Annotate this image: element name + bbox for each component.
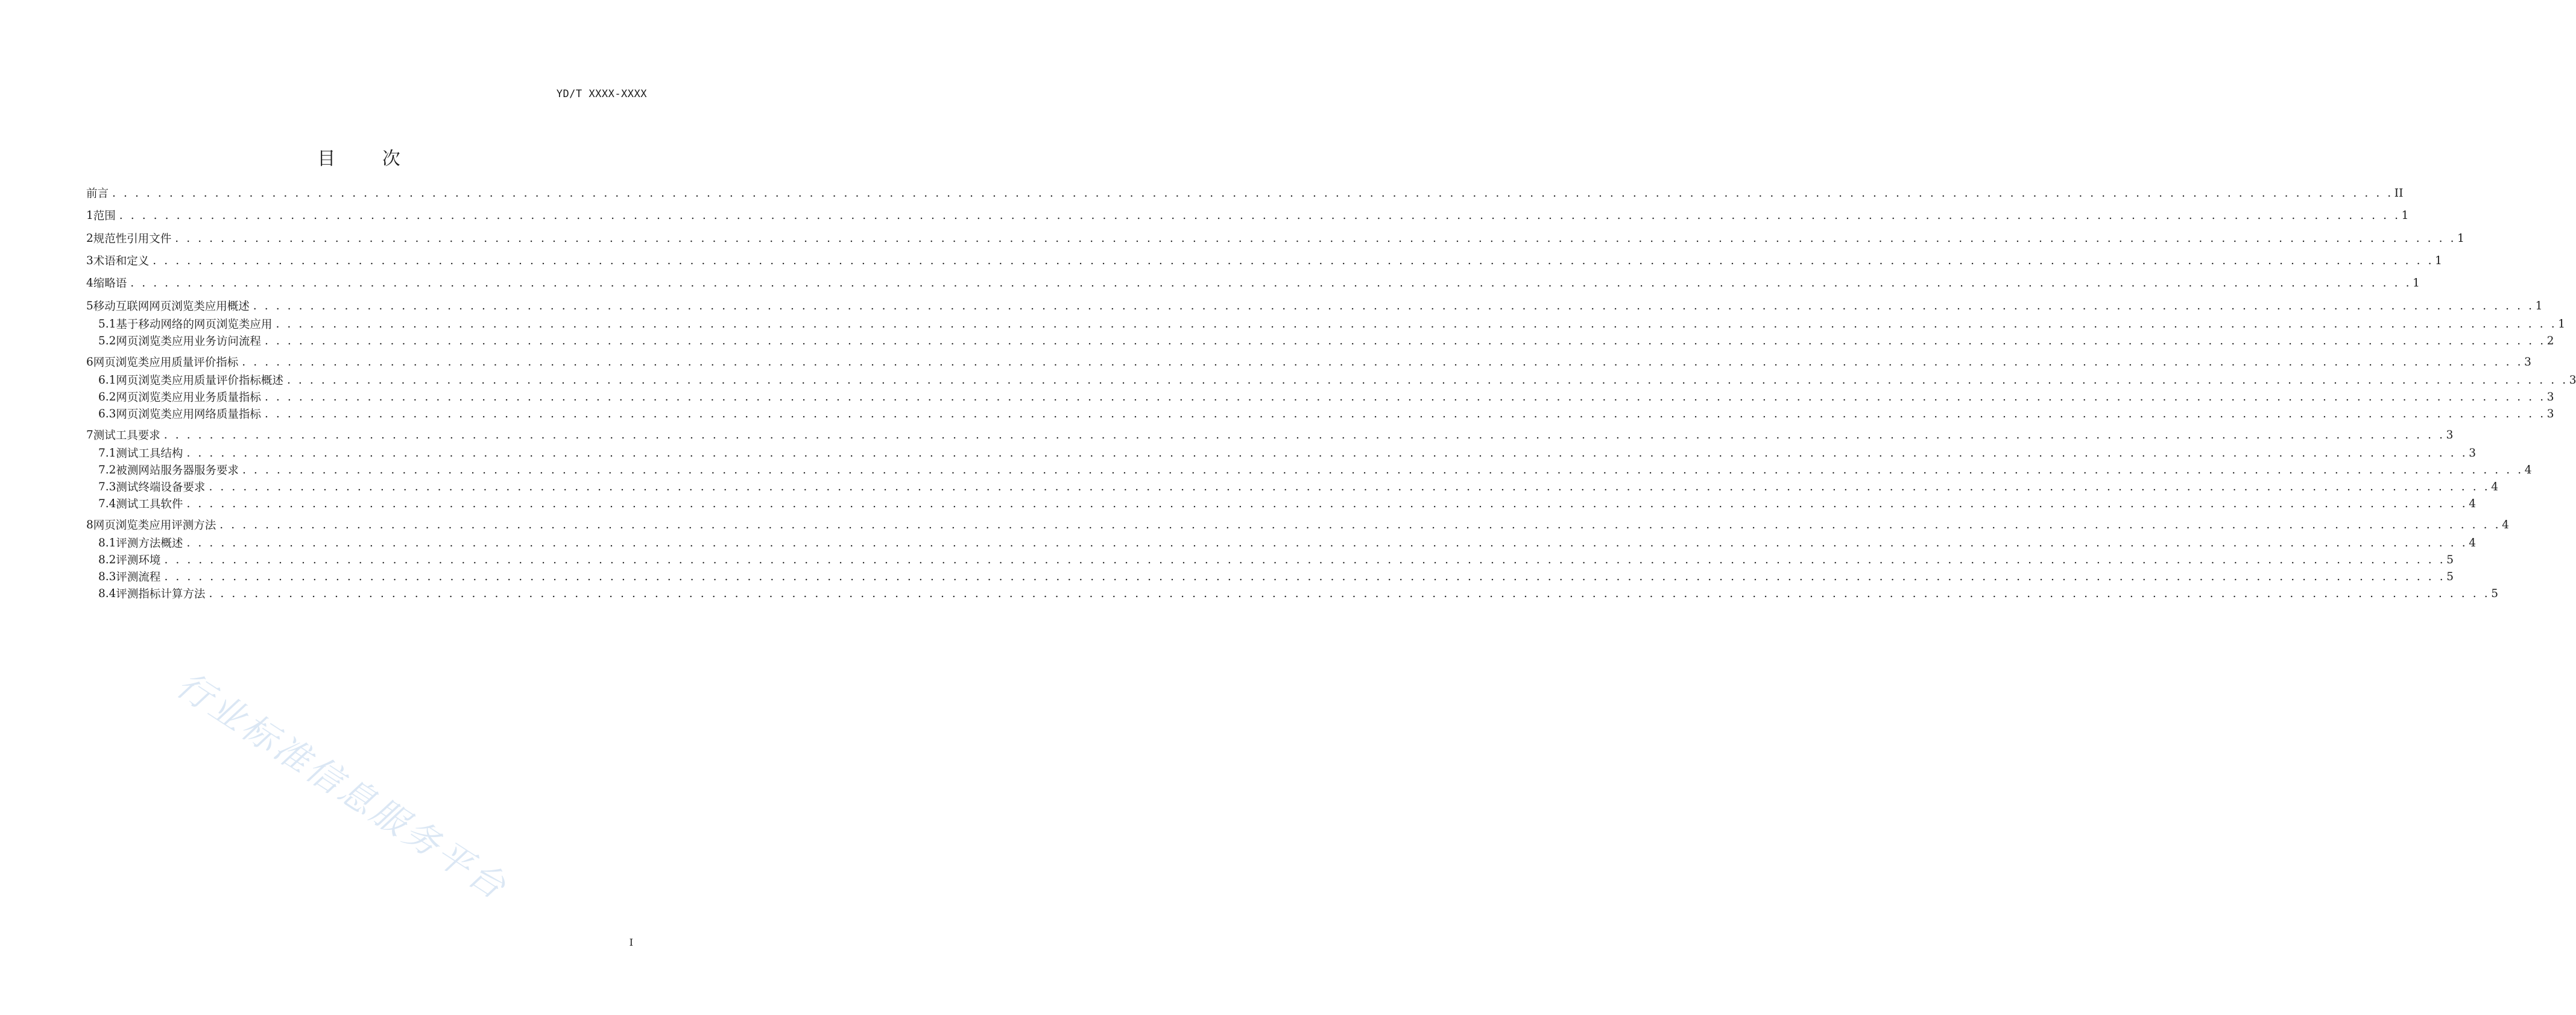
toc-entry[interactable]: [86, 275, 2420, 291]
toc-leader-dots: . . . . . . . . . . . . . . . . . . . . . . . . . . . . . . . . . . . . . . . . . . . . . . . . . . . . . . . . . . . . . . . . . . . . . . . . . . . . . . . . . . . . . . . . . . . . . . . . . . . . . . . . . . . . . . . . . . . . . . . . . . . . . . . . . . . . . . . . . . . . . . . . . . . . . . . . . . . . . . . . . . . . . . . . . . . . . . . . . . . . . . . . . . . . . . . . . . . . . . . .: [242, 355, 2524, 368]
toc-entry-page: 5: [2491, 587, 2498, 600]
document-code: YD/T XXXX-XXXX: [556, 88, 647, 100]
toc-leader-dots: . . . . . . . . . . . . . . . . . . . . . . . . . . . . . . . . . . . . . . . . . . . . . . . . . . . . . . . . . . . . . . . . . . . . . . . . . . . . . . . . . . . . . . . . . . . . . . . . . . . . . . . . . . . . . . . . . . . . . . . . . . . . . . . . . . . . . . . . . . . . . . . . . . . . . . . . . . . . . . . . . . . . . . . . . . . . . . . . . . . . . . . . . . . . . . . . . . . . . . . .: [153, 254, 2434, 267]
toc-entry-number: 8.4: [98, 587, 116, 600]
toc-entry-page: 3: [2446, 428, 2454, 441]
toc-entry[interactable]: [86, 517, 2509, 533]
watermark: 行业标准信息服务平台: [169, 663, 516, 909]
toc-entry-page: 4: [2491, 480, 2498, 493]
toc-entry-page: 1: [2435, 254, 2442, 267]
toc-entry-number: 8.3: [98, 570, 116, 583]
toc-entry-page: II: [2394, 186, 2404, 200]
toc-entry-number: 5.1: [98, 317, 116, 330]
toc-leader-dots: . . . . . . . . . . . . . . . . . . . . . . . . . . . . . . . . . . . . . . . . . . . . . . . . . . . . . . . . . . . . . . . . . . . . . . . . . . . . . . . . . . . . . . . . . . . . . . . . . . . . . . . . . . . . . . . . . . . . . . . . . . . . . . . . . . . . . . . . . . . . . . . . . . . . . . . . . . . . . . . . . . . . . . . . . . . . . . . . . . . . . . . . . . . . . . . . . . . . . . . .: [175, 232, 2457, 245]
toc-leader-dots: . . . . . . . . . . . . . . . . . . . . . . . . . . . . . . . . . . . . . . . . . . . . . . . . . . . . . . . . . . . . . . . . . . . . . . . . . . . . . . . . . . . . . . . . . . . . . . . . . . . . . . . . . . . . . . . . . . . . . . . . . . . . . . . . . . . . . . . . . . . . . . . . . . . . . . . . . . . . . . . . . . . . . . . . . . . . . . . . . . . . . . . . . . . . . . . . . . . . . . . .: [264, 407, 2546, 420]
toc-entry-number: 5: [86, 299, 93, 312]
toc-entry[interactable]: [98, 406, 2554, 422]
toc-entry-label: 被测网站服务器服务要求: [116, 464, 239, 477]
toc-entry-label: 术语和定义: [93, 255, 150, 268]
toc-entry-page: 3: [2524, 355, 2531, 368]
toc-leader-dots: . . . . . . . . . . . . . . . . . . . . . . . . . . . . . . . . . . . . . . . . . . . . . . . . . . . . . . . . . . . . . . . . . . . . . . . . . . . . . . . . . . . . . . . . . . . . . . . . . . . . . . . . . . . . . . . . . . . . . . . . . . . . . . . . . . . . . . . . . . . . . . . . . . . . . . . . . . . . . . . . . . . . . . . . . . . . . . . . . . . . . . . . . . . . . . . . . . . . . . . .: [112, 186, 2393, 200]
toc-entry[interactable]: [86, 298, 2543, 314]
toc-entry-label: 评测环境: [116, 554, 161, 567]
page-number: I: [629, 937, 633, 948]
toc-leader-dots: . . . . . . . . . . . . . . . . . . . . . . . . . . . . . . . . . . . . . . . . . . . . . . . . . . . . . . . . . . . . . . . . . . . . . . . . . . . . . . . . . . . . . . . . . . . . . . . . . . . . . . . . . . . . . . . . . . . . . . . . . . . . . . . . . . . . . . . . . . . . . . . . . . . . . . . . . . . . . . . . . . . . . . . . . . . . . . . . . . . . . . . . . . . . . . . . . . . . . . . .: [264, 390, 2546, 403]
toc-entry-page: 4: [2502, 518, 2509, 531]
toc-entry[interactable]: [86, 185, 2404, 201]
toc-entry-page: 4: [2524, 463, 2532, 476]
toc-entry-number: 7.2: [98, 463, 116, 476]
toc-entry-number: 3: [86, 254, 93, 267]
toc-leader-dots: . . . . . . . . . . . . . . . . . . . . . . . . . . . . . . . . . . . . . . . . . . . . . . . . . . . . . . . . . . . . . . . . . . . . . . . . . . . . . . . . . . . . . . . . . . . . . . . . . . . . . . . . . . . . . . . . . . . . . . . . . . . . . . . . . . . . . . . . . . . . . . . . . . . . . . . . . . . . . . . . . . . . . . . . . . . . . . . . . . . . . . . . . . . . . . . . . . . . . . . .: [130, 276, 2412, 289]
toc-entry-number: 6.1: [98, 373, 116, 387]
toc-entry-page: 1: [2401, 209, 2409, 222]
toc-entry[interactable]: [98, 333, 2554, 349]
toc-entry-number: 4: [86, 276, 93, 289]
toc-entry-label: 测试工具结构: [116, 447, 183, 460]
toc-entry-number: 8: [86, 518, 93, 531]
toc-entry-label: 移动互联网网页浏览类应用概述: [93, 300, 250, 313]
toc-entry-label: 网页浏览类应用评测方法: [93, 519, 216, 532]
toc-entry-label: 范围: [93, 210, 116, 223]
toc-entry[interactable]: [98, 479, 2498, 495]
toc-entry-label: 网页浏览类应用质量评价指标: [93, 356, 239, 369]
toc-entry-label: 基于移动网络的网页浏览类应用: [116, 318, 273, 331]
toc-entry-number: 6.2: [98, 390, 116, 403]
toc-entry-label: 测试工具要求: [93, 429, 160, 442]
toc-entry-page: 4: [2469, 536, 2476, 549]
toc-entry-page: 1: [2558, 317, 2565, 330]
toc-entry-label: 网页浏览类应用质量评价指标概述: [116, 375, 283, 387]
toc-entry-page: 3: [2469, 446, 2476, 460]
toc-leader-dots: . . . . . . . . . . . . . . . . . . . . . . . . . . . . . . . . . . . . . . . . . . . . . . . . . . . . . . . . . . . . . . . . . . . . . . . . . . . . . . . . . . . . . . . . . . . . . . . . . . . . . . . . . . . . . . . . . . . . . . . . . . . . . . . . . . . . . . . . . . . . . . . . . . . . . . . . . . . . . . . . . . . . . . . . . . . . . . . . . . . . . . . . . . . . . . . . . . . . . . . .: [119, 209, 2401, 222]
toc-entry-number: 6: [86, 355, 93, 368]
toc-entry-label: 网页浏览类应用业务质量指标: [116, 391, 261, 404]
toc-leader-dots: . . . . . . . . . . . . . . . . . . . . . . . . . . . . . . . . . . . . . . . . . . . . . . . . . . . . . . . . . . . . . . . . . . . . . . . . . . . . . . . . . . . . . . . . . . . . . . . . . . . . . . . . . . . . . . . . . . . . . . . . . . . . . . . . . . . . . . . . . . . . . . . . . . . . . . . . . . . . . . . . . . . . . . . . . . . . . . . . . . . . . . . . . . . . . . . . . . . . . . . .: [186, 536, 2468, 549]
toc-leader-dots: . . . . . . . . . . . . . . . . . . . . . . . . . . . . . . . . . . . . . . . . . . . . . . . . . . . . . . . . . . . . . . . . . . . . . . . . . . . . . . . . . . . . . . . . . . . . . . . . . . . . . . . . . . . . . . . . . . . . . . . . . . . . . . . . . . . . . . . . . . . . . . . . . . . . . . . . . . . . . . . . . . . . . . . . . . . . . . . . . . . . . . . . . . . . . . . . . . . . . . . .: [163, 428, 2445, 441]
toc-entry-number: 6.3: [98, 407, 116, 420]
toc-entry[interactable]: [98, 372, 2576, 388]
toc-leader-dots: . . . . . . . . . . . . . . . . . . . . . . . . . . . . . . . . . . . . . . . . . . . . . . . . . . . . . . . . . . . . . . . . . . . . . . . . . . . . . . . . . . . . . . . . . . . . . . . . . . . . . . . . . . . . . . . . . . . . . . . . . . . . . . . . . . . . . . . . . . . . . . . . . . . . . . . . . . . . . . . . . . . . . . . . . . . . . . . . . . . . . . . . . . . . . . . . . . . . . . . .: [242, 463, 2524, 476]
toc-entry-label: 网页浏览类应用业务访问流程: [116, 335, 261, 348]
toc-entry-number: 7.1: [98, 446, 116, 460]
toc-entry[interactable]: [98, 496, 2476, 511]
toc-title: 目 次: [317, 148, 421, 169]
toc-entry-number: 1: [86, 209, 93, 222]
toc-entry-label: 规范性引用文件: [93, 233, 172, 245]
toc-entry[interactable]: [98, 445, 2476, 461]
toc-entry-page: 3: [2546, 390, 2554, 403]
toc-entry-page: 2: [2546, 334, 2554, 347]
toc-leader-dots: . . . . . . . . . . . . . . . . . . . . . . . . . . . . . . . . . . . . . . . . . . . . . . . . . . . . . . . . . . . . . . . . . . . . . . . . . . . . . . . . . . . . . . . . . . . . . . . . . . . . . . . . . . . . . . . . . . . . . . . . . . . . . . . . . . . . . . . . . . . . . . . . . . . . . . . . . . . . . . . . . . . . . . . . . . . . . . . . . . . . . . . . . . . . . . . . . . . . . . . .: [276, 317, 2557, 330]
toc-entry-number: 7.3: [98, 480, 116, 493]
toc-leader-dots: . . . . . . . . . . . . . . . . . . . . . . . . . . . . . . . . . . . . . . . . . . . . . . . . . . . . . . . . . . . . . . . . . . . . . . . . . . . . . . . . . . . . . . . . . . . . . . . . . . . . . . . . . . . . . . . . . . . . . . . . . . . . . . . . . . . . . . . . . . . . . . . . . . . . . . . . . . . . . . . . . . . . . . . . . . . . . . . . . . . . . . . . . . . . . . . . . . . . . . . .: [219, 518, 2501, 531]
toc-entry-label: 前言: [86, 188, 109, 200]
toc-entry-label: 缩略语: [93, 277, 127, 290]
toc-leader-dots: . . . . . . . . . . . . . . . . . . . . . . . . . . . . . . . . . . . . . . . . . . . . . . . . . . . . . . . . . . . . . . . . . . . . . . . . . . . . . . . . . . . . . . . . . . . . . . . . . . . . . . . . . . . . . . . . . . . . . . . . . . . . . . . . . . . . . . . . . . . . . . . . . . . . . . . . . . . . . . . . . . . . . . . . . . . . . . . . . . . . . . . . . . . . . . . . . . . . . . . .: [164, 570, 2446, 583]
toc-leader-dots: . . . . . . . . . . . . . . . . . . . . . . . . . . . . . . . . . . . . . . . . . . . . . . . . . . . . . . . . . . . . . . . . . . . . . . . . . . . . . . . . . . . . . . . . . . . . . . . . . . . . . . . . . . . . . . . . . . . . . . . . . . . . . . . . . . . . . . . . . . . . . . . . . . . . . . . . . . . . . . . . . . . . . . . . . . . . . . . . . . . . . . . . . . . . . . . . . . . . . . . .: [209, 480, 2490, 493]
toc-entry-page: 1: [2413, 276, 2420, 289]
toc-leader-dots: . . . . . . . . . . . . . . . . . . . . . . . . . . . . . . . . . . . . . . . . . . . . . . . . . . . . . . . . . . . . . . . . . . . . . . . . . . . . . . . . . . . . . . . . . . . . . . . . . . . . . . . . . . . . . . . . . . . . . . . . . . . . . . . . . . . . . . . . . . . . . . . . . . . . . . . . . . . . . . . . . . . . . . . . . . . . . . . . . . . . . . . . . . . . . . . . . . . . . . . .: [164, 553, 2446, 566]
toc-leader-dots: . . . . . . . . . . . . . . . . . . . . . . . . . . . . . . . . . . . . . . . . . . . . . . . . . . . . . . . . . . . . . . . . . . . . . . . . . . . . . . . . . . . . . . . . . . . . . . . . . . . . . . . . . . . . . . . . . . . . . . . . . . . . . . . . . . . . . . . . . . . . . . . . . . . . . . . . . . . . . . . . . . . . . . . . . . . . . . . . . . . . . . . . . . . . . . . . . . . . . . . .: [253, 299, 2534, 312]
toc-entry[interactable]: [98, 389, 2554, 405]
toc-entry[interactable]: [86, 354, 2531, 370]
toc-entry-number: 7.4: [98, 497, 116, 510]
toc-entry-label: 评测指标计算方法: [116, 588, 206, 601]
toc-leader-dots: . . . . . . . . . . . . . . . . . . . . . . . . . . . . . . . . . . . . . . . . . . . . . . . . . . . . . . . . . . . . . . . . . . . . . . . . . . . . . . . . . . . . . . . . . . . . . . . . . . . . . . . . . . . . . . . . . . . . . . . . . . . . . . . . . . . . . . . . . . . . . . . . . . . . . . . . . . . . . . . . . . . . . . . . . . . . . . . . . . . . . . . . . . . . . . . . . . . . . . . .: [186, 446, 2468, 460]
toc-entry[interactable]: [98, 569, 2454, 584]
toc-entry[interactable]: [86, 253, 2442, 268]
toc-entry-label: 网页浏览类应用网络质量指标: [116, 408, 261, 421]
toc-entry[interactable]: [98, 552, 2454, 568]
toc-entry-label: 测试终端设备要求: [116, 481, 206, 494]
toc-entry-number: 8.2: [98, 553, 116, 566]
toc-leader-dots: . . . . . . . . . . . . . . . . . . . . . . . . . . . . . . . . . . . . . . . . . . . . . . . . . . . . . . . . . . . . . . . . . . . . . . . . . . . . . . . . . . . . . . . . . . . . . . . . . . . . . . . . . . . . . . . . . . . . . . . . . . . . . . . . . . . . . . . . . . . . . . . . . . . . . . . . . . . . . . . . . . . . . . . . . . . . . . . . . . . . . . . . . . . . . . . . . . . . . . . .: [186, 497, 2468, 510]
toc-entry[interactable]: [86, 427, 2454, 443]
toc-entry[interactable]: [98, 462, 2532, 478]
toc-entry-page: 1: [2457, 232, 2464, 245]
toc-entry[interactable]: [86, 230, 2464, 246]
toc-entry-number: 5.2: [98, 334, 116, 347]
toc-entry[interactable]: [98, 535, 2476, 551]
toc-leader-dots: . . . . . . . . . . . . . . . . . . . . . . . . . . . . . . . . . . . . . . . . . . . . . . . . . . . . . . . . . . . . . . . . . . . . . . . . . . . . . . . . . . . . . . . . . . . . . . . . . . . . . . . . . . . . . . . . . . . . . . . . . . . . . . . . . . . . . . . . . . . . . . . . . . . . . . . . . . . . . . . . . . . . . . . . . . . . . . . . . . . . . . . . . . . . . . . . . . . . . . . .: [286, 373, 2568, 387]
toc-entry-page: 5: [2446, 570, 2454, 583]
toc-entry-page: 1: [2535, 299, 2543, 312]
toc-leader-dots: . . . . . . . . . . . . . . . . . . . . . . . . . . . . . . . . . . . . . . . . . . . . . . . . . . . . . . . . . . . . . . . . . . . . . . . . . . . . . . . . . . . . . . . . . . . . . . . . . . . . . . . . . . . . . . . . . . . . . . . . . . . . . . . . . . . . . . . . . . . . . . . . . . . . . . . . . . . . . . . . . . . . . . . . . . . . . . . . . . . . . . . . . . . . . . . . . . . . . . . .: [264, 334, 2546, 347]
toc-entry-number: 2: [86, 232, 93, 245]
toc-entry-number: 7: [86, 428, 93, 441]
toc-entry-page: 3: [2569, 373, 2576, 387]
toc-entry-label: 测试工具软件: [116, 498, 183, 511]
toc-entry[interactable]: [98, 316, 2565, 332]
toc-entry[interactable]: [98, 586, 2498, 601]
toc-entry-label: 评测流程: [116, 571, 161, 584]
toc-entry-label: 评测方法概述: [116, 537, 183, 550]
toc-entry-page: 4: [2469, 497, 2476, 510]
toc-entry-page: 3: [2546, 407, 2554, 420]
toc-entry-number: 8.1: [98, 536, 116, 549]
toc-entry-page: 5: [2446, 553, 2454, 566]
toc-entry[interactable]: [86, 207, 2409, 223]
toc-leader-dots: . . . . . . . . . . . . . . . . . . . . . . . . . . . . . . . . . . . . . . . . . . . . . . . . . . . . . . . . . . . . . . . . . . . . . . . . . . . . . . . . . . . . . . . . . . . . . . . . . . . . . . . . . . . . . . . . . . . . . . . . . . . . . . . . . . . . . . . . . . . . . . . . . . . . . . . . . . . . . . . . . . . . . . . . . . . . . . . . . . . . . . . . . . . . . . . . . . . . . . . .: [209, 587, 2490, 600]
